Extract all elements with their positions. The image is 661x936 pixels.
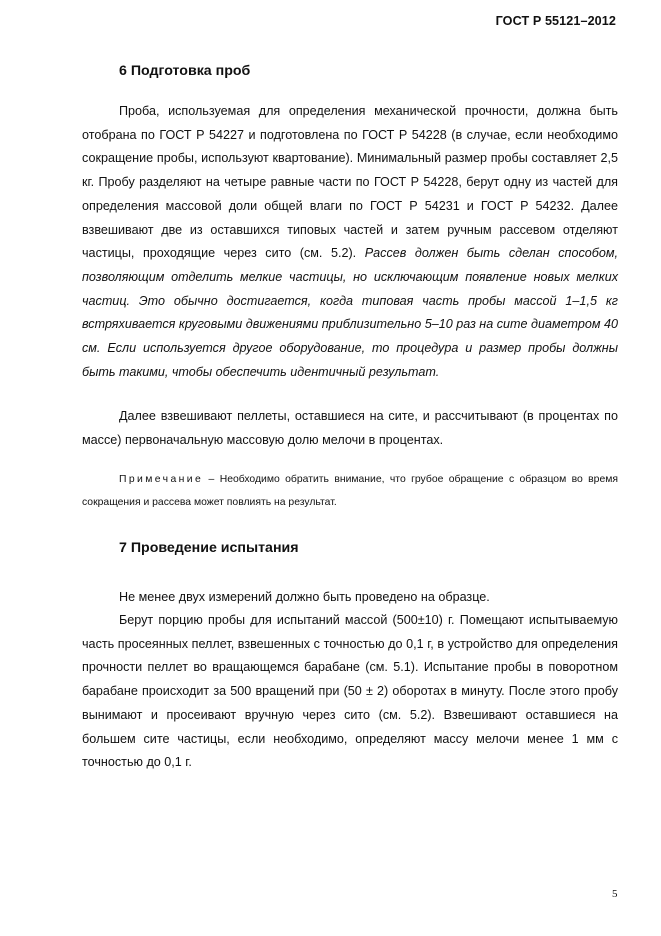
section-6-paragraph-1-regular: Проба, используемая для определения механической прочности, должна быть отобрана по ГОСТ Р 54227 и подготовлена по ГОСТ Р 54228 (в случае, если необходимо сокращение пробы, используют квартование). Минимальный размер пробы составляет 2,5 кг. Пробу разделяют на четыре равные части по ГОСТ Р 54228, берут одну из частей для определения массовой доли общей влаги по ГОСТ Р 54231 и ГОСТ Р 54232. Далее взвешивают две из оставшихся типовых частей и затем ручным рассевом отделяют частицы, проходящие через сито (см. 5.2). xyxy=(82,104,618,261)
section-6-paragraph-1-italic: Рассев должен быть сделан способом, позволяющим отделить мелкие частицы, но исключающим появление новых мелких частиц. Это обычно достигается, когда типовая часть пробы массой 1–1,5 кг встряхивается круговыми движениями приблизительно 5–10 раз на сите диаметром 40 см. Если используется другое оборудование, то процедура и размер пробы должны быть такими, чтобы обеспечить идентичный результат. xyxy=(82,246,619,379)
section-7-title: 7 Проведение испытания xyxy=(119,540,299,556)
section-7-paragraph-2: Берут порцию пробы для испытаний массой (500±10) г. Помещают испытываемую часть просеянных пеллет, взвешенных с точностью до 0,1 г, в устройство для определения прочности пеллет во вращающемся барабане (см. 5.1). Испытание пробы в поворотном барабане происходит за 500 вращений при (50 ± 2) оборотах в минуту. После этого пробу вынимают и просеивают вручную через сито (см. 5.2). Взвешивают оставшиеся на большем сите частицы, если необходимо, определяют массу мелочи менее 1 мм с точностью до 0,1 г. xyxy=(82,613,618,770)
section-6-title: 6 Подготовка проб xyxy=(119,63,251,79)
section-7-paragraph-1: Не менее двух измерений должно быть проведено на образце. xyxy=(119,590,490,604)
section-6-paragraph-1 xyxy=(82,100,618,384)
page-number: 5 xyxy=(612,888,618,900)
section-6-note xyxy=(82,468,618,514)
note-text: – Необходимо обратить внимание, что грубое обращение с образцом во время сокращения и рассева может повлиять на результат. xyxy=(82,474,618,508)
document-header: ГОСТ Р 55121–2012 xyxy=(495,14,616,28)
note-label: Примечание xyxy=(119,474,204,485)
section-6-paragraph-2: Далее взвешивают пеллеты, оставшиеся на сите, и рассчитывают (в процентах по массе) первоначальную массовую долю мелочи в процентах. xyxy=(82,409,618,447)
